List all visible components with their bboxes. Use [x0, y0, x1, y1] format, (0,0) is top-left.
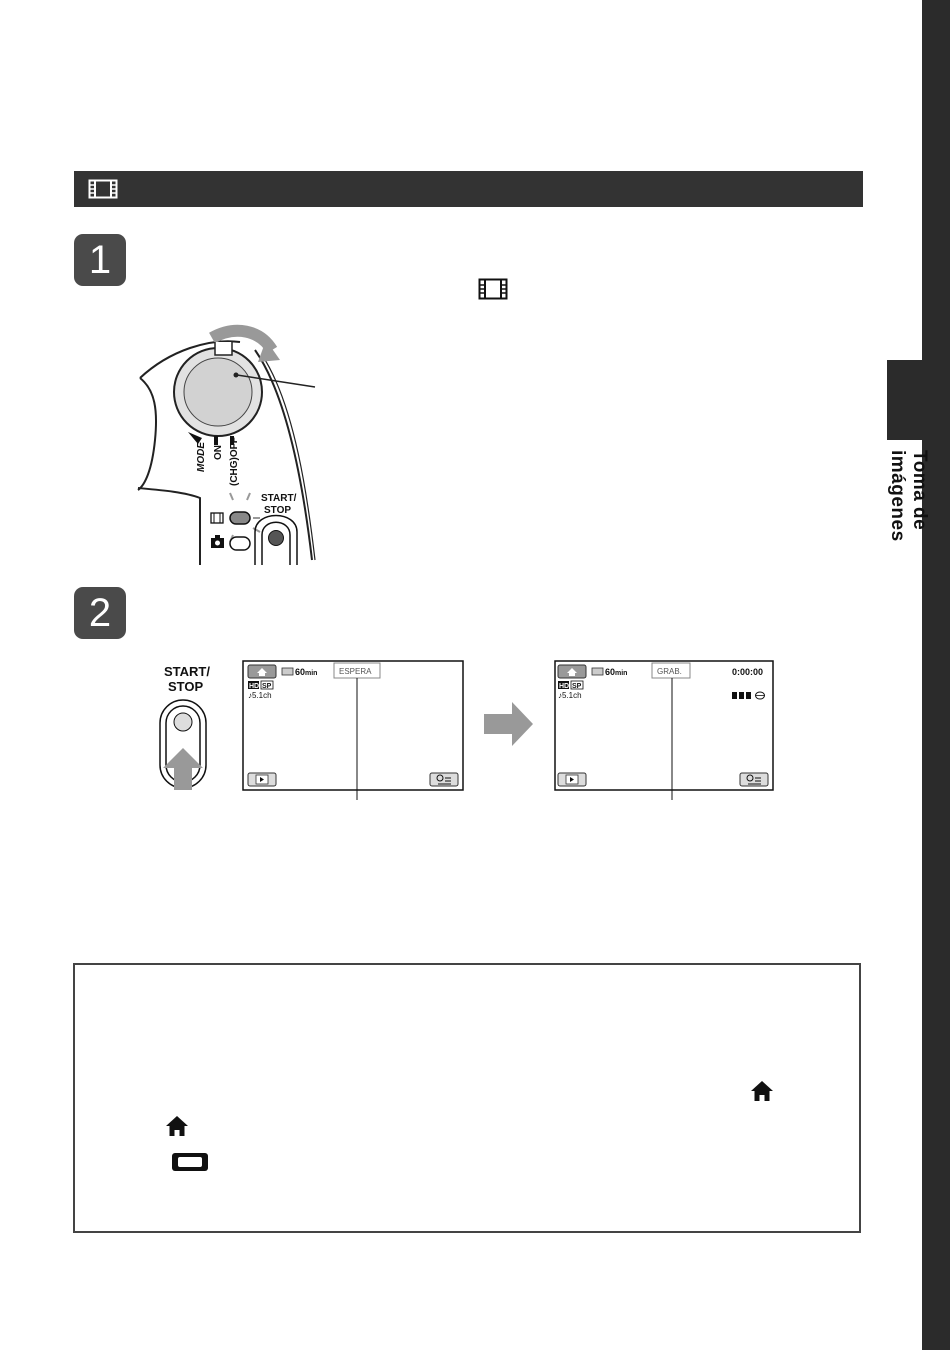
recording-remaining: 60 [605, 667, 616, 677]
recording-status: GRAB. [657, 667, 682, 676]
photo-mode-icon [211, 535, 224, 548]
camera-dial-illustration [130, 320, 330, 565]
arrow-right-icon [484, 700, 534, 748]
side-tab [887, 360, 950, 440]
standby-hd: HD [249, 683, 260, 690]
home-icon [165, 1115, 189, 1137]
home-icon [750, 1080, 774, 1102]
standby-status: ESPERA [339, 667, 372, 676]
recording-unit: min [615, 670, 628, 677]
standby-sp: SP [262, 683, 272, 690]
start-stop-button-label-1: START/ [164, 664, 210, 679]
section-header-bar [74, 171, 863, 207]
recording-sp: SP [572, 683, 582, 690]
recording-counter: 0:00:00 [732, 667, 764, 677]
battery-icon [592, 668, 603, 675]
side-tab-label: Toma de imágenes [887, 450, 930, 542]
step-2-badge: 2 [74, 587, 126, 639]
film-mode-icon [211, 513, 223, 523]
start-stop-button-label-2: STOP [168, 679, 204, 694]
start-stop-button-illustration [150, 660, 220, 790]
recording-hd: HD [559, 683, 570, 690]
side-bar [922, 0, 950, 1350]
mode-label: MODE [196, 442, 207, 472]
step-1-badge: 1 [74, 234, 126, 286]
film-movie-icon [88, 179, 118, 199]
standby-unit: min [305, 670, 318, 677]
film-movie-icon [478, 278, 508, 300]
lcd-recording-screen [554, 660, 779, 800]
start-stop-label-2: STOP [264, 505, 292, 516]
camcorder-icon [170, 1150, 210, 1174]
note-box [73, 963, 861, 1233]
on-label: ON [213, 445, 224, 460]
recording-audio: ♪5.1ch [558, 691, 582, 700]
standby-audio: ♪5.1ch [248, 691, 272, 700]
battery-icon [282, 668, 293, 675]
start-stop-label-1: START/ [261, 493, 297, 504]
lcd-standby-screen [242, 660, 467, 800]
standby-remaining: 60 [295, 667, 306, 677]
chg-off-label: (CHG)OFF [229, 437, 240, 486]
